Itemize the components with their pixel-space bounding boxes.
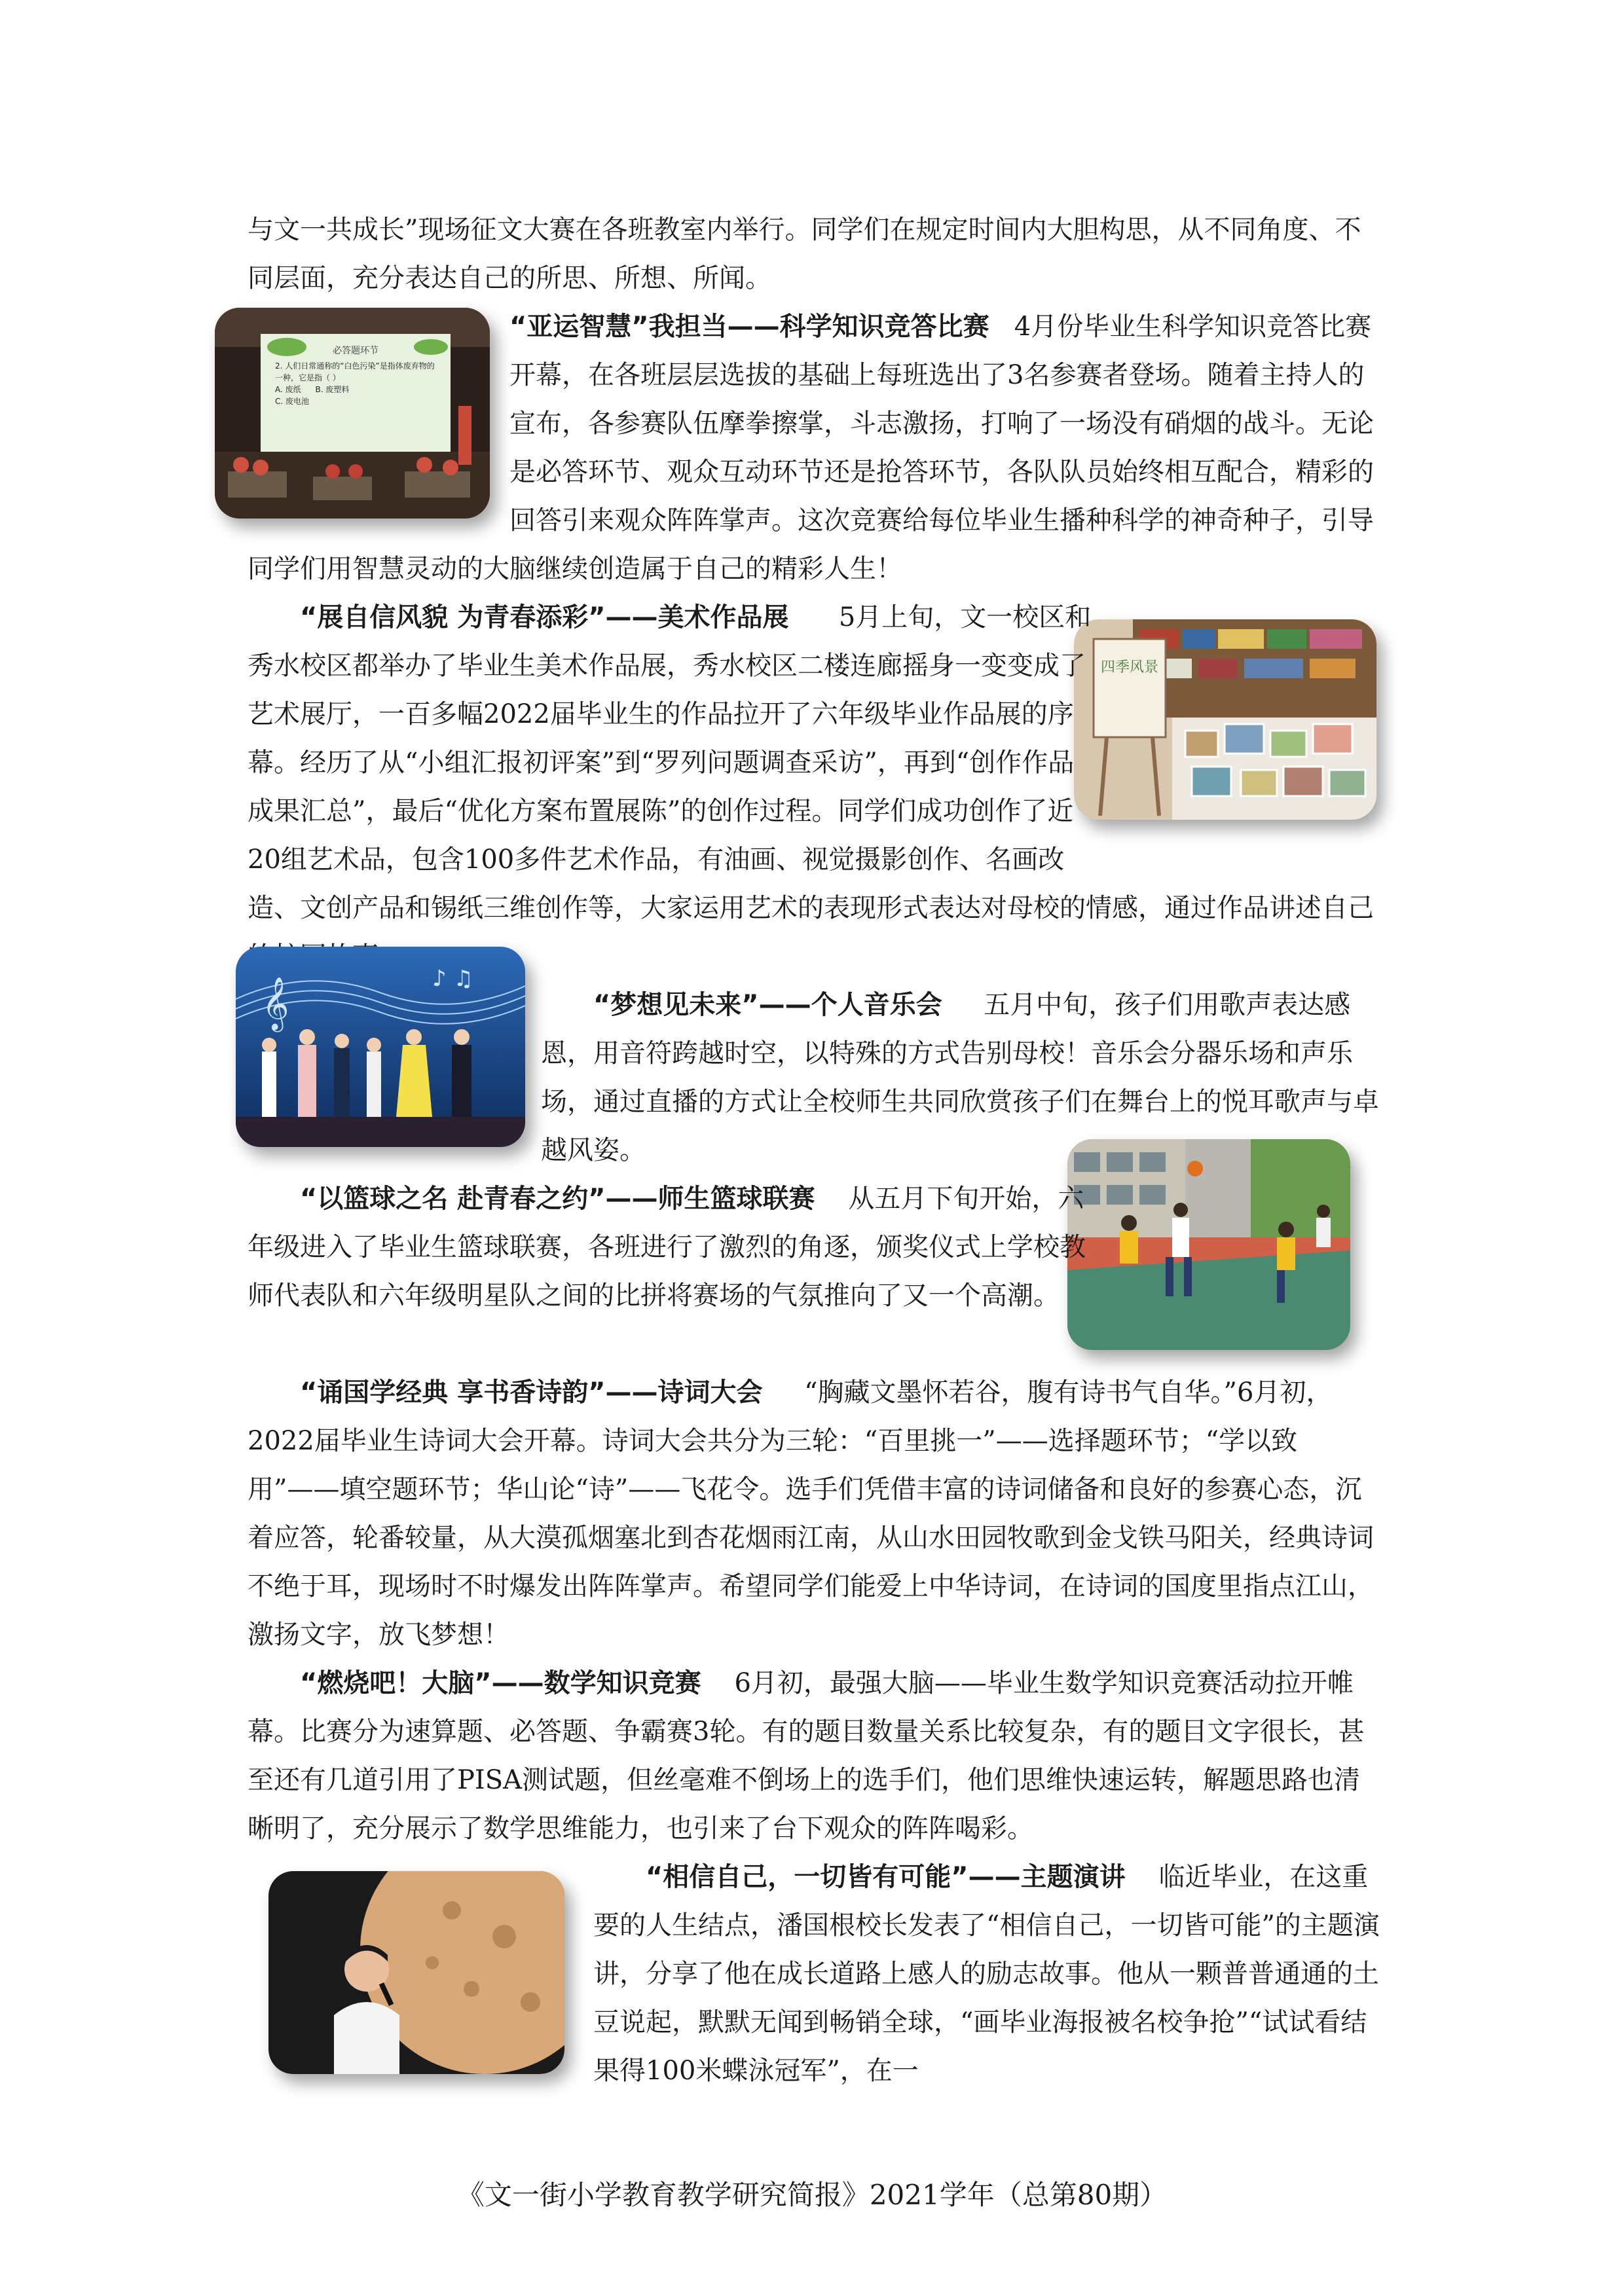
quiz-slide-title: 必答题环节 — [333, 346, 378, 356]
svg-text:♪ ♫: ♪ ♫ — [432, 966, 473, 992]
paragraph-body: 与文一共成长”现场征文大赛在各班教室内举行。同学们在规定时间内大胆构思，从不同角度、不同层面，充分表达自己的所思、所想、所闻。 — [248, 215, 1361, 293]
wrap-spacer — [248, 981, 541, 1175]
paragraph-math-contest — [248, 1659, 1384, 1853]
paragraph-body: 5月上旬，文一校区和秀水校区都举办了毕业生美术作品展，秀水校区二楼连廊摇身一变变成了艺术展厅，一百多幅2022届毕业生的作品拉开了六年级毕业作品展的序幕。经历了从“小组汇报初评案”到“罗列问题调查采访”，再到“创作作品成果汇总”，最后“优化方案布置展陈”的创作过程。同学们成功创作了近20组艺术品，包含100多件艺术作品，有油画、视觉摄影创作、名画改造、文创产品和锡纸三维创作等，大家运用艺术的表现形式表达对母校的情感，通过作品讲述自己 — [248, 602, 1374, 923]
paragraph-science-quiz — [248, 302, 1384, 593]
paragraph-basketball — [248, 1175, 1384, 1368]
paragraph-essay-contest — [248, 206, 1384, 302]
quiz-slide-option: C. 废电池 — [275, 397, 310, 406]
wrap-spacer — [1096, 593, 1384, 841]
paragraph-speech — [248, 1853, 1384, 2095]
quiz-slide-question: 2. 人们日常通称的“白色污染”是指体废弃物的一种，它是指（ ） — [275, 361, 435, 382]
paragraph-body: 4月份毕业生科学知识竞答比赛开幕，在各班层层选拔的基础上每班选出了3名参赛者登场。随着主持人的宣布，各参赛队伍摩拳擦掌，斗志激扬，打响了一场没有硝烟的战斗。无论是必答环节、观众互动环节还是抢答环节，各队队员始终相互配合，精彩的回答引来观众阵阵掌声。这次竞赛给每位毕业生播种科学的神奇种子，引导同学们用智慧灵动的大脑继续创造属于自己的精彩人生！ — [248, 312, 1374, 584]
paragraph-heading: “相信自己，一切皆有可能”——主题演讲 — [646, 1862, 1126, 1892]
paragraph-heading: “以篮球之名 赴青春之约”——师生篮球联赛 — [300, 1184, 815, 1214]
paragraph-heading: “燃烧吧！大脑”——数学知识竞赛 — [300, 1668, 701, 1698]
quiz-slide-option: A. 废纸 — [275, 385, 301, 394]
page-footer: 《文一街小学教育教学研究简报》2021学年（总第80期） — [456, 2179, 1168, 2211]
paragraph-heading: “亚运智慧”我担当——科学知识竞答比赛 — [509, 312, 989, 342]
art-sign-text: 四季风景 — [1100, 659, 1159, 676]
paragraph-content — [248, 1659, 1384, 1853]
paragraph-body: 6月初，最强大脑——毕业生数学知识竞赛活动拉开帷幕。比赛分为速算题、必答题、争霸赛3轮。有的题目数量关系比较复杂，有的题目文字很长，甚至还有几道引用了PISA测试题，但丝毫难不倒场上的选手们，他们思维快速运转，解题思路也清晰明了，充分展示了数学思维能力，也引来了台下观众的阵阵喝彩。 — [248, 1668, 1365, 1844]
wrap-spacer — [1103, 1175, 1384, 1368]
paragraph-body: 从五月下旬开始，六年级进入了毕业生篮球联赛，各班进行了激烈的角逐，颁奖仪式上学校教师代表队和六年级明星队之间的比拼将赛场的气氛推向了又一个高潮。 — [248, 1184, 1086, 1311]
paragraph-heading: “展自信风貌 为青春添彩”——美术作品展 — [300, 602, 789, 632]
paragraph-heading: “梦想见未来”——个人音乐会 — [593, 990, 942, 1020]
paragraph-poetry — [248, 1368, 1384, 1659]
wrap-spacer — [248, 302, 509, 501]
paragraph-heading: “诵国学经典 享书香诗韵”——诗词大会 — [300, 1377, 763, 1408]
paragraph-content — [248, 1368, 1384, 1659]
quiz-slide-option: B. 废塑料 — [315, 385, 350, 394]
svg-text:𝄞: 𝄞 — [262, 976, 289, 1030]
wrap-spacer — [248, 1853, 593, 2095]
paragraph-body: 临近毕业，在这重要的人生结点，潘国根校长发表了“相信自己，一切皆可能”的主题演讲，分享了他在成长道路上感人的励志故事。他从一颗普普通通的土豆说起，默默无闻到畅销全球，“画毕业海报被名校争抢”“试试看结果得100米蝶泳冠军”，在一 — [593, 1862, 1380, 2086]
paragraph-body: “胸藏文墨怀若谷，腹有诗书气自华。”6月初，2022届毕业生诗词大会开幕。诗词大会共分为三轮：“百里挑一”——选择题环节；“学以致用”——填空题环节；华山论“诗”——飞花令。选手们凭借丰富的诗词储备和良好的参赛心态，沉着应答，轮番较量，从大漠孤烟塞北到杏花烟雨江南，从山水田园牧歌到金戈铁马阳关，经典诗词不绝于耳，现场时不时爆发出阵阵掌声。希望同学们能爱上中华诗词，在诗词的国度里指点江山，激扬文字，放飞梦想！ — [248, 1377, 1374, 1650]
paragraph-body: 五月中旬，孩子们用歌声表达感恩，用音符跨越时空，以特殊的方式告别母校！音乐会分器乐场和声乐场，通过直播的方式让全校师生共同欣赏孩子们在舞台上的悦耳歌声与卓越风姿。 — [541, 990, 1379, 1165]
